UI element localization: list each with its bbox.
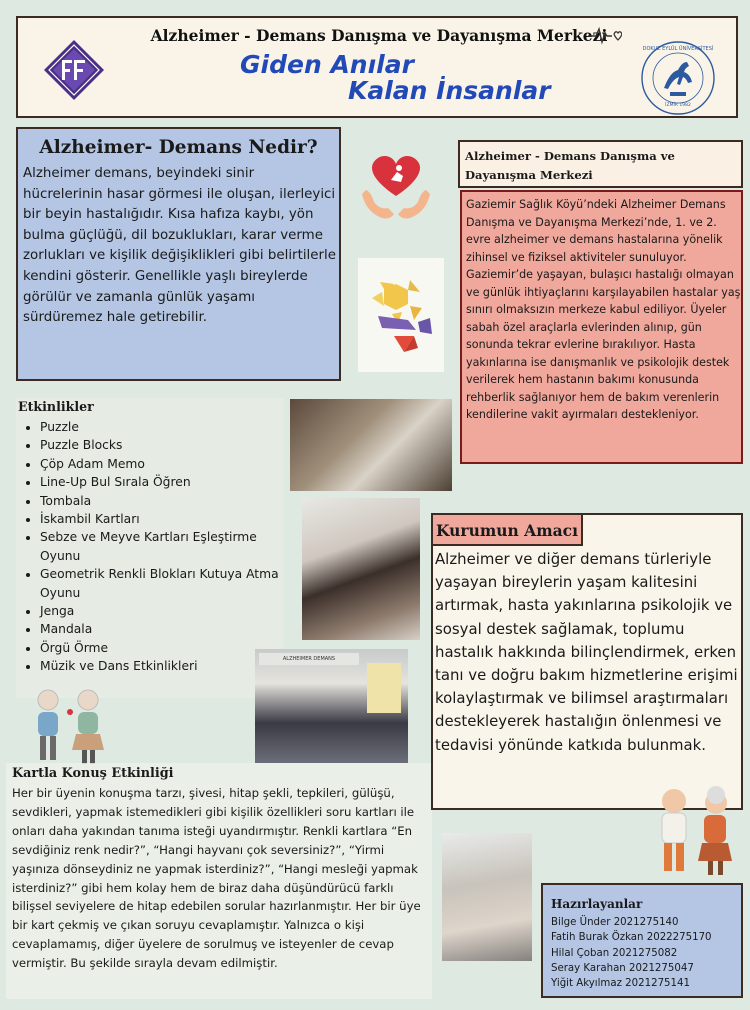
header-banner — [16, 16, 738, 118]
list-item: • Puzzle Blocks — [40, 436, 284, 454]
activities-list — [22, 418, 284, 676]
prepared-by-section — [541, 883, 743, 998]
card-activity-title: Kartla Konuş Etkinliği — [12, 766, 174, 781]
list-item: Hilal Çoban 2021275082 — [551, 947, 678, 959]
list-item: Yiğit Akyılmaz 2021275141 — [551, 978, 690, 990]
sign-plaque — [367, 663, 401, 713]
puzzle-blocks-icon — [358, 258, 444, 372]
list-item: • Sebze ve Meyve Kartları Eşleştirme Oyunu — [40, 528, 284, 565]
activity-photo-group — [302, 498, 420, 640]
activity-photo-knitting — [442, 833, 532, 961]
list-item: Bilge Ünder 2021275140 — [551, 917, 679, 928]
list-item: • Müzik ve Dans Etkinlikleri — [40, 657, 284, 675]
activities-title: Etkinlikler — [18, 399, 94, 414]
purpose-title: Kurumun Amacı — [436, 521, 578, 540]
what-is-body: Alzheimer demans, beyindeki sinir hücrelerinin hasar görmesi ile oluşan, ilerleyici bir beyin hastalığıdır. Kısa hafıza kaybı, yön bulma güçlüğü, dil bozuklukları, karar verme zorlukları ve kişilik değişiklikleri gibi belirtilerle kendini gösterir. Genellikle yaşlı bireylerde görülür ve zamanla günlük yaşamı sürdüremez hale getirebilir. — [23, 166, 336, 326]
prepared-by-list — [551, 915, 741, 991]
list-item: • Line-Up Bul Sırala Öğren — [40, 473, 284, 491]
logo-left-icon — [42, 38, 106, 102]
center-info-body: Gaziemir Sağlık Köyü’ndeki Alzheimer Demans Danışma ve Dayanışma Merkezi’nde, 1. ve 2. evre alzheimer ve demans hastalarına yönelik zihinsel ve fiziksel aktiviteler sunuluyor. Gaziemir’de yaşayan, bulaşıcı hastalığı olmayan ve günlük ihtiyaçlarını karşılayabilen hastalar yaş sınırı olmaksızın merkeze kabul ediliyor. Üyeler sabah özel araçlarla evlerinden alınıp, gün sonunda tekrar evlerine bırakılıyor. Hasta yakınlarına ise danışmanlık ve psikolojik destek verilerek hem hastanın bakımı konusunda rehberlik sağlanıyor hem de bakım verenlerin kendilerine vakit ayırmaları destekleniyor. — [466, 198, 741, 421]
slogan-line1: Giden Anılar — [240, 50, 414, 79]
list-item: • İskambil Kartları — [40, 510, 284, 528]
elderly-couple-icon — [26, 682, 118, 768]
list-item: • Jenga — [40, 602, 284, 620]
elderly-dancers-icon — [646, 785, 742, 881]
center-info-title: Alzheimer - Demans Danışma ve Dayanışma Merkezi — [465, 149, 675, 182]
list-item: • Geometrik Renkli Blokları Kutuya Atma Oyunu — [40, 565, 284, 602]
list-item: Seray Karahan 2021275047 — [551, 962, 694, 974]
purpose-header — [431, 513, 583, 546]
heart-hands-icon — [358, 148, 434, 228]
seal-text: DOKUZ EYLÜL ÜNİVERSİTESİ — [642, 46, 714, 52]
slogan-line2: Kalan İnsanlar — [348, 76, 551, 105]
puzzle-blocks-image — [358, 258, 444, 372]
list-item: • Örgü Örme — [40, 639, 284, 657]
card-activity-body: Her bir üyenin konuşma tarzı, şivesi, hitap şekli, tepkileri, gülüşü, sevdikleri, yapmak istemedikleri gibi kişilik özellikleri soru kartları ile onları daha yakından tanıma isteği uyandırmıştır. Renkli kartlara “En sevdiğiniz renk nedir?”, “Hangi hayvanı çok seversiniz?”, “Yirmi yaşınıza dönseydiniz ne yapmak isterdiniz?”, “Hangi mesleği yapmak isterdiniz?” gibi hem kolay hem de biraz daha düşündürücü farklı bilişsel seviyelere de hitap edebilen sorular hazırlanmıştır. Her bir üye bir kart çekmiş ve çıkan soruyu cevaplamıştır. Yalnızca o kişi cevaplamamış, diğer üyelere de sorulmuş ve isteyenler de cevap vermiştir. Bu şekilde sırayla devam edilmiştir. — [12, 786, 421, 971]
list-item: • Tombala — [40, 492, 284, 510]
org-title: Alzheimer - Demans Danışma ve Dayanışma Merkezi — [150, 26, 608, 45]
what-is-section — [16, 127, 341, 381]
what-is-title: Alzheimer- Demans Nedir? — [39, 137, 318, 158]
center-info-header — [458, 140, 743, 188]
prepared-by-title: Hazırlayanlar — [551, 897, 643, 911]
heartbeat-icon — [588, 24, 622, 46]
center-info-section — [460, 190, 743, 464]
activity-photo-table — [290, 399, 452, 491]
list-item: • Puzzle — [40, 418, 284, 436]
photo-sign-text: ALZHEIMER DEMANS — [259, 653, 359, 665]
list-item: • Mandala — [40, 620, 284, 638]
list-item: Fatih Burak Özkan 2022275170 — [551, 932, 712, 944]
team-photo — [255, 649, 408, 763]
list-item: • Çöp Adam Memo — [40, 455, 284, 473]
university-seal-icon — [640, 40, 716, 116]
seal-year: İZMİR 1982 — [665, 103, 691, 108]
purpose-body: Alzheimer ve diğer demans türleriyle yaşayan bireylerin yaşam kalitesini artırmak, hasta yakınlarına psikolojik ve sosyal destek sağlamak, toplumu hastalık hakkında bilinçlendirmek, erken tanı ve doğru bakım hizmetlerine erişimi kolaylaştırmak ve bilimsel araştırmaları destekleyerek hastalığın önlenmesi ve tedavisi yönünde katkıda bulunmak. — [435, 550, 738, 754]
